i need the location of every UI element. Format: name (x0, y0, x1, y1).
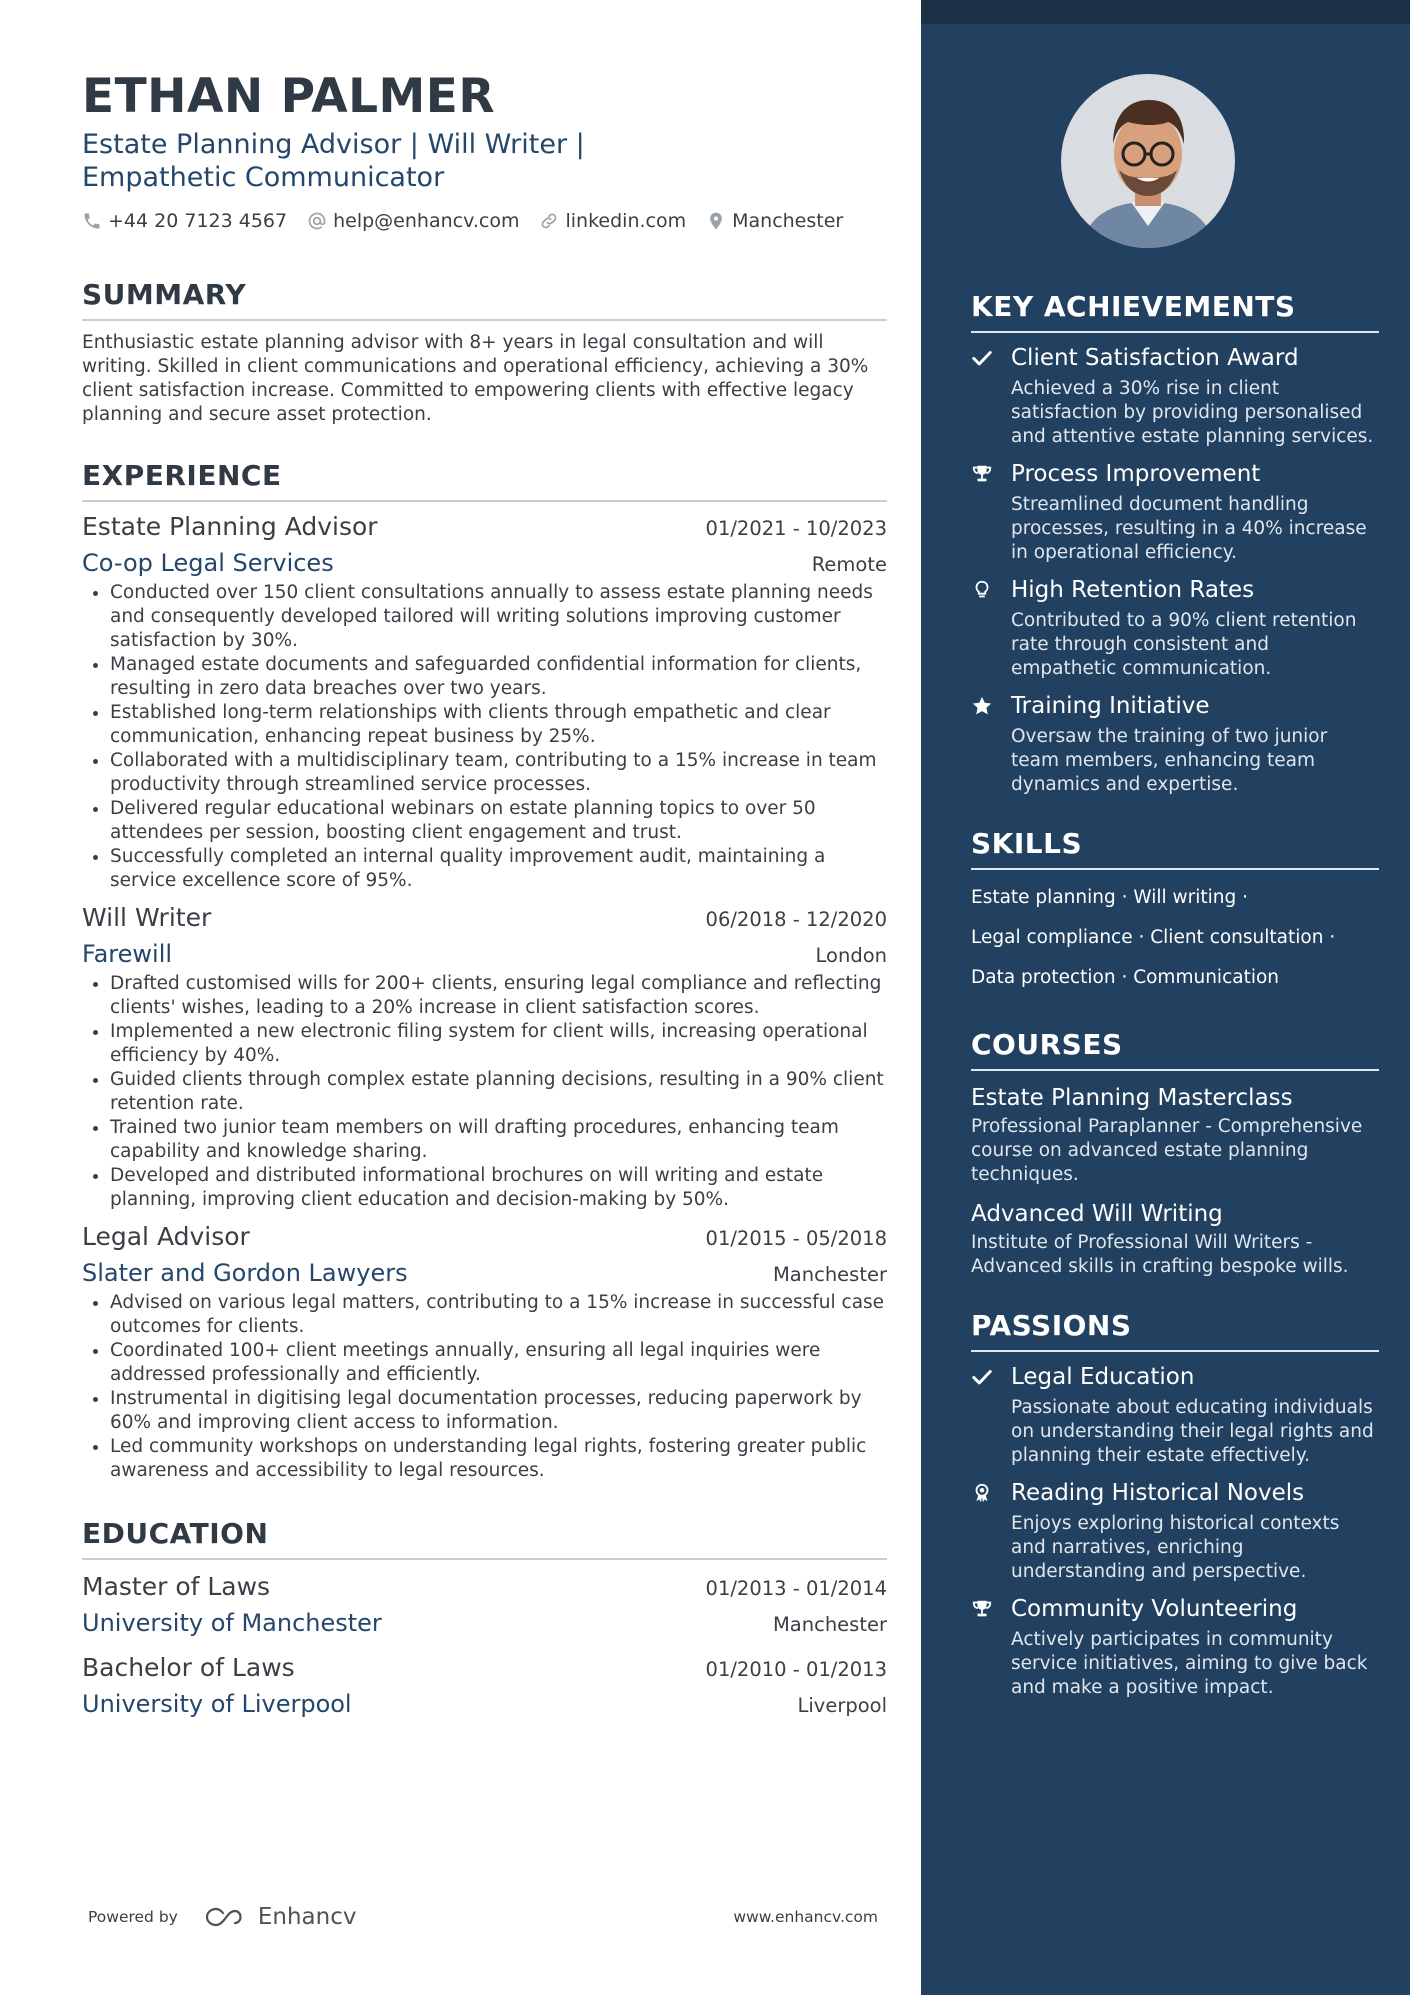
headline: Estate Planning Advisor | Will Writer | Empathetic Communicator (82, 129, 585, 193)
sidebar (921, 0, 1410, 1995)
avatar (1061, 74, 1235, 248)
job-dates: 06/2018 - 12/2020 (705, 908, 887, 931)
job-bullet: • Led community workshops on understanding legal rights, fostering greater public awareness and accessibility to legal resources. (110, 1435, 887, 1483)
school: University of Manchester (82, 1609, 382, 1637)
skills-heading: SKILLS (971, 827, 1379, 870)
achievement-item (971, 575, 1379, 681)
contact-location (706, 210, 843, 232)
skills-line: Estate planning · Will writing · (971, 887, 1249, 908)
contact-phone[interactable] (82, 210, 287, 232)
education-heading: EDUCATION (82, 1517, 887, 1560)
passion-item (971, 1594, 1379, 1700)
job-bullet: • Drafted customised wills for 200+ clients, ensuring legal compliance and reflecting clients' wishes, leading to a 20% increase in client satisfaction scores. (110, 972, 887, 1020)
skills-section (971, 827, 1379, 998)
education-entry (82, 1572, 887, 1637)
lightbulb-icon (971, 579, 993, 601)
achievement-desc: Streamlined document handling processes, resulting in a 40% increase in operational efficiency. (1011, 494, 1367, 563)
location-text: Manchester (732, 210, 844, 232)
school-location: Manchester (772, 1613, 887, 1636)
job-bullet: • Guided clients through complex estate planning decisions, resulting in a 90% client retention rate. (110, 1068, 887, 1116)
job-bullet: • Successfully completed an internal quality improvement audit, maintaining a service excellence score of 95%. (110, 845, 887, 893)
job-location: London (815, 944, 887, 967)
location-pin-icon (706, 211, 726, 231)
passions-heading: PASSIONS (971, 1309, 1379, 1352)
main-column (82, 70, 887, 1718)
achievement-desc: Achieved a 30% rise in client satisfaction by providing personalised and attentive estate planning services. (1011, 378, 1374, 447)
trophy-icon (971, 463, 993, 485)
courses-heading: COURSES (971, 1028, 1379, 1071)
website-link[interactable]: www.enhancv.com (733, 1908, 878, 1926)
contact-email[interactable] (307, 210, 519, 232)
candidate-name: ETHAN PALMER (82, 69, 496, 124)
achievements-heading: KEY ACHIEVEMENTS (971, 290, 1379, 333)
passion-item (971, 1362, 1379, 1468)
passion-desc: Actively participates in community service initiatives, aiming to give back and make a positive impact. (1011, 1629, 1368, 1698)
education-entry (82, 1653, 887, 1718)
contact-bar (82, 210, 887, 232)
course-title: Estate Planning Masterclass (971, 1085, 1293, 1111)
footer (88, 1904, 878, 1930)
education-dates: 01/2010 - 01/2013 (705, 1658, 887, 1681)
course-item (971, 1083, 1379, 1187)
achievement-item (971, 691, 1379, 797)
experience-entry (82, 512, 887, 893)
courses-section (971, 1028, 1379, 1279)
phone-icon (82, 211, 102, 231)
experience-entry (82, 1222, 887, 1483)
passion-desc: Enjoys exploring historical contexts and narratives, enriching understanding and perspective. (1011, 1513, 1340, 1582)
school-location: Liverpool (797, 1694, 887, 1717)
degree: Master of Laws (82, 1572, 271, 1601)
job-bullet: • Instrumental in digitising legal documentation processes, reducing paperwork by 60% and improving client access to information. (110, 1387, 887, 1435)
enhancv-logo-icon (202, 1905, 248, 1929)
job-bullets (82, 1291, 887, 1483)
education-dates: 01/2013 - 01/2014 (705, 1577, 887, 1600)
job-bullet: • Implemented a new electronic filing system for client wills, increasing operational efficiency by 40%. (110, 1020, 887, 1068)
achievement-title: Process Improvement (1011, 461, 1261, 487)
job-location: Manchester (772, 1263, 887, 1286)
trophy-icon (971, 1598, 993, 1620)
job-company: Farewill (82, 940, 173, 968)
course-item (971, 1199, 1379, 1279)
achievement-title: Training Initiative (1011, 693, 1210, 719)
powered-by-label: Powered by (88, 1908, 178, 1926)
contact-linkedin[interactable] (539, 210, 686, 232)
job-location: Remote (811, 553, 887, 576)
job-bullet: • Coordinated 100+ client meetings annually, ensuring all legal inquiries were addressed professionally and efficiently. (110, 1339, 887, 1387)
passion-desc: Passionate about educating individuals on understanding their legal rights and planning their estate effectively. (1011, 1397, 1374, 1466)
skills-line: Legal compliance · Client consultation · (971, 927, 1336, 948)
job-bullet: • Advised on various legal matters, contributing to a 15% increase in successful case outcomes for clients. (110, 1291, 887, 1339)
passion-item (971, 1478, 1379, 1584)
phone-text: +44 20 7123 4567 (108, 210, 288, 232)
job-bullet: • Managed estate documents and safeguarded confidential information for clients, resulting in zero data breaches over two years. (110, 653, 887, 701)
job-dates: 01/2015 - 05/2018 (705, 1227, 887, 1250)
sidebar-content (971, 290, 1379, 1700)
course-title: Advanced Will Writing (971, 1201, 1223, 1227)
checkmark-icon (971, 347, 993, 369)
summary-text: Enthusiastic estate planning advisor with 8+ years in legal consultation and will writing. Skilled in client communications and operational efficiency, achieving a 30% client satisfaction increase. Committed to empowering clients with effective legacy planning and secure asset protection. (82, 332, 869, 425)
job-bullet: • Established long-term relationships with clients through empathetic and clear communication, enhancing repeat business by 25%. (110, 701, 887, 749)
brand-name: Enhancv (257, 1904, 357, 1930)
school: University of Liverpool (82, 1690, 352, 1718)
job-role: Estate Planning Advisor (82, 512, 378, 541)
at-icon (307, 211, 327, 231)
job-company: Co-op Legal Services (82, 549, 334, 577)
job-bullet: • Conducted over 150 client consultations annually to assess estate planning needs and consequently developed tailored will writing solutions improving customer satisfaction by 30%. (110, 581, 887, 653)
email-text: help@enhancv.com (333, 210, 520, 232)
job-dates: 01/2021 - 10/2023 (705, 517, 887, 540)
job-role: Will Writer (82, 903, 212, 932)
checkmark-icon (971, 1366, 993, 1388)
course-desc: Professional Paraplanner - Comprehensive course on advanced estate planning techniques. (971, 1116, 1363, 1185)
star-icon (971, 695, 993, 717)
linkedin-text: linkedin.com (565, 210, 687, 232)
passion-title: Legal Education (1011, 1364, 1195, 1390)
job-bullet: • Trained two junior team members on will drafting procedures, enhancing team capability and knowledge sharing. (110, 1116, 887, 1164)
job-bullet: • Delivered regular educational webinars on estate planning topics to over 50 attendees per session, boosting client engagement and trust. (110, 797, 887, 845)
passions-section (971, 1309, 1379, 1700)
job-bullets (82, 972, 887, 1212)
achievement-item (971, 343, 1379, 449)
job-role: Legal Advisor (82, 1222, 250, 1251)
experience-entry (82, 903, 887, 1212)
enhancv-logo[interactable] (202, 1904, 357, 1930)
award-ribbon-icon (971, 1482, 993, 1504)
skills-line: Data protection · Communication (971, 967, 1280, 988)
degree: Bachelor of Laws (82, 1653, 295, 1682)
experience-heading: EXPERIENCE (82, 459, 887, 502)
passion-title: Reading Historical Novels (1011, 1480, 1305, 1506)
achievement-title: Client Satisfaction Award (1011, 345, 1299, 371)
job-company: Slater and Gordon Lawyers (82, 1259, 408, 1287)
job-bullet: • Developed and distributed informational brochures on will writing and estate planning, improving client education and decision-making by 50%. (110, 1164, 887, 1212)
achievement-desc: Contributed to a 90% client retention rate through consistent and empathetic communication. (1011, 610, 1357, 679)
achievement-desc: Oversaw the training of two junior team members, enhancing team dynamics and expertise. (1011, 726, 1328, 795)
course-desc: Institute of Professional Will Writers - Advanced skills in crafting bespoke wills. (971, 1232, 1349, 1277)
achievement-title: High Retention Rates (1011, 577, 1255, 603)
link-icon (539, 211, 559, 231)
profile-photo (1061, 74, 1235, 248)
summary-heading: SUMMARY (82, 278, 887, 321)
passion-title: Community Volunteering (1011, 1596, 1298, 1622)
sidebar-top-bar (921, 0, 1410, 24)
achievement-item (971, 459, 1379, 565)
job-bullets (82, 581, 887, 893)
job-bullet: • Collaborated with a multidisciplinary team, contributing to a 15% increase in team productivity through streamlined service processes. (110, 749, 887, 797)
